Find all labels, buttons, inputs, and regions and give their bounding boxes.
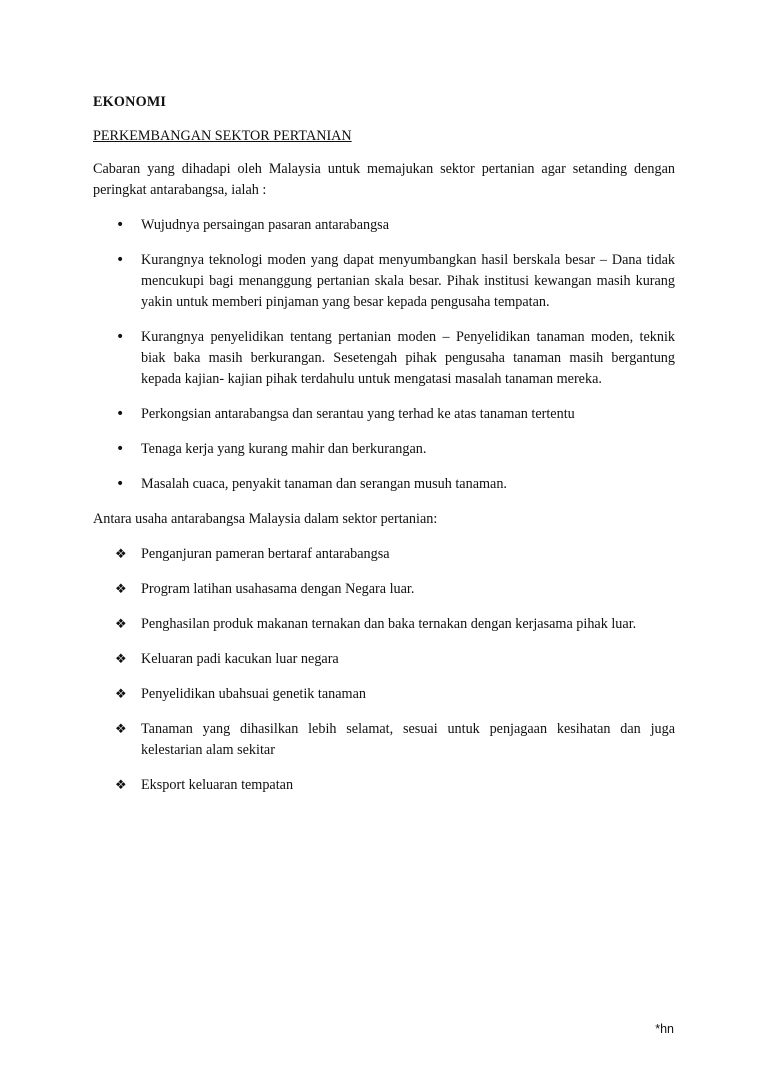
bullet-icon: •: [116, 217, 125, 233]
challenge-item: [93, 439, 675, 460]
challenge-item: [93, 474, 675, 495]
effort-item: [93, 649, 675, 670]
bullet-icon: •: [116, 329, 125, 345]
effort-text: Program latihan usahasama dengan Negara luar.: [141, 581, 415, 597]
effort-text: Eksport keluaran tempatan: [141, 777, 294, 793]
challenge-item: [93, 250, 675, 313]
efforts-list: [93, 544, 675, 796]
challenge-text: Masalah cuaca, penyakit tanaman dan serangan musuh tanaman.: [141, 476, 507, 492]
section-heading: PERKEMBANGAN SEKTOR PERTANIAN: [93, 128, 352, 144]
effort-text: Penyelidikan ubahsuai genetik tanaman: [141, 686, 366, 702]
effort-text: Keluaran padi kacukan luar negara: [141, 651, 339, 667]
diamond-bullet-icon: ❖: [115, 582, 127, 597]
effort-text: Tanaman yang dihasilkan lebih selamat, sesuai untuk penjagaan kesihatan dan juga kelestarian alam sekitar: [141, 721, 675, 758]
diamond-bullet-icon: ❖: [115, 722, 127, 737]
footer-note: *hn: [655, 1022, 674, 1036]
bullet-icon: •: [116, 476, 125, 492]
document-page: [93, 92, 675, 810]
efforts-intro: Antara usaha antarabangsa Malaysia dalam sektor pertanian:: [93, 511, 438, 527]
diamond-bullet-icon: ❖: [115, 778, 127, 793]
bullet-icon: •: [116, 252, 125, 268]
bullet-icon: •: [116, 441, 125, 457]
effort-item: [93, 614, 675, 635]
effort-text: Penghasilan produk makanan ternakan dan baka ternakan dengan kerjasama pihak luar.: [141, 616, 637, 632]
effort-text: Penganjuran pameran bertaraf antarabangsa: [141, 546, 390, 562]
diamond-bullet-icon: ❖: [115, 547, 127, 562]
diamond-bullet-icon: ❖: [115, 652, 127, 667]
challenge-item: [93, 327, 675, 390]
effort-item: [93, 775, 675, 796]
challenge-item: [93, 215, 675, 236]
challenges-list: [93, 215, 675, 495]
intro-paragraph: Cabaran yang dihadapi oleh Malaysia untuk memajukan sektor pertanian agar setanding dengan peringkat antarabangsa, ialah :: [93, 161, 675, 198]
bullet-icon: •: [116, 406, 125, 422]
diamond-bullet-icon: ❖: [115, 617, 127, 632]
effort-item: [93, 684, 675, 705]
challenge-text: Wujudnya persaingan pasaran antarabangsa: [141, 217, 389, 233]
effort-item: [93, 544, 675, 565]
document-title: EKONOMI: [93, 94, 167, 110]
effort-item: [93, 719, 675, 761]
challenge-text: Tenaga kerja yang kurang mahir dan berkurangan.: [141, 441, 427, 457]
challenge-text: Perkongsian antarabangsa dan serantau yang terhad ke atas tanaman tertentu: [141, 406, 575, 422]
challenge-text: Kurangnya penyelidikan tentang pertanian moden – Penyelidikan tanaman moden, teknik biak baka masih berkurangan. Sesetengah pihak pengusaha tanaman masih bergantung kepada kajian- kajian pihak terdahulu untuk mengatasi masalah tanaman mereka.: [141, 329, 675, 387]
challenge-text: Kurangnya teknologi moden yang dapat menyumbangkan hasil berskala besar – Dana tidak mencukupi bagi menanggung pertanian skala besar. Pihak institusi kewangan masih kurang yakin untuk memberi pinjaman yang besar kepada pengusaha tempatan.: [141, 252, 675, 310]
effort-item: [93, 579, 675, 600]
diamond-bullet-icon: ❖: [115, 687, 127, 702]
challenge-item: [93, 404, 675, 425]
